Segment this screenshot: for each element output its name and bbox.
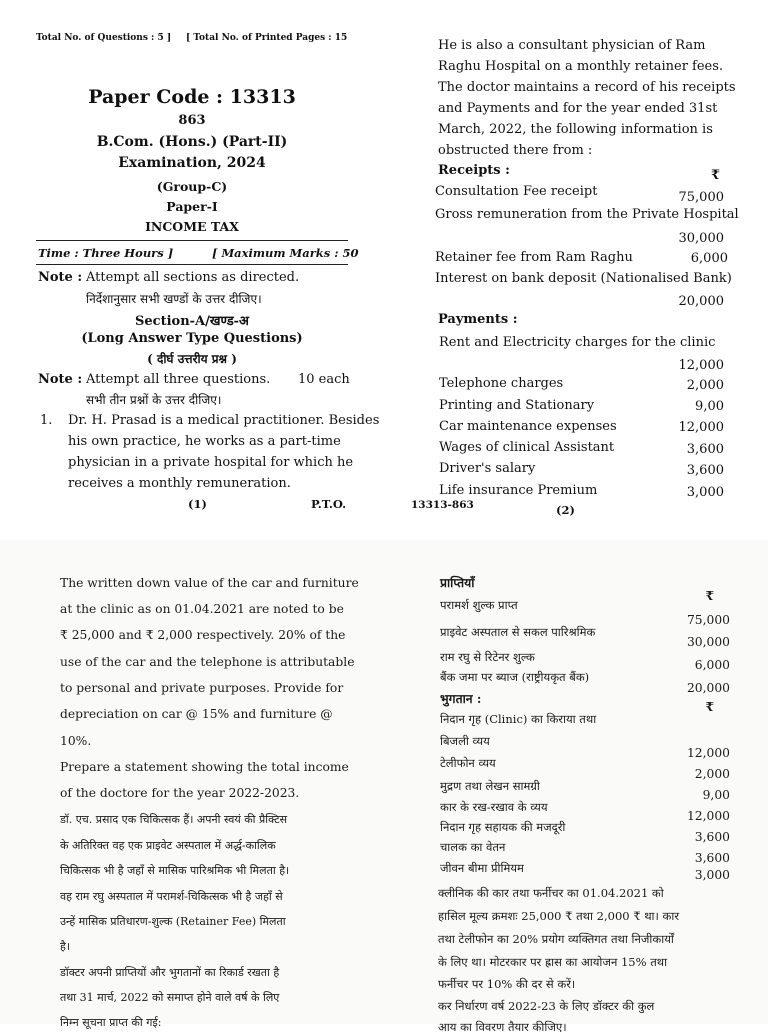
payment-amount: 3,000 bbox=[694, 868, 730, 882]
payment-amount: 12,000 bbox=[686, 809, 730, 823]
section-type: (Long Answer Type Questions) bbox=[81, 331, 303, 346]
payment-item: टेलीफोन व्यय bbox=[440, 756, 496, 770]
intro-line: obstructed there from : bbox=[438, 143, 593, 158]
receipt-amount: 6,000 bbox=[690, 251, 728, 266]
body-line: of the doctore for the year 2022-2023. bbox=[60, 786, 300, 800]
page-3 bbox=[0, 540, 384, 1029]
payment-amount: 9,00 bbox=[702, 788, 730, 802]
body-line: to personal and private purposes. Provide for bbox=[60, 681, 344, 695]
receipt-amount: 20,000 bbox=[686, 681, 730, 695]
course-title: B.Com. (Hons.) (Part-II) bbox=[96, 134, 288, 150]
payment-item: कार के रख-रखाव के व्यय bbox=[440, 800, 548, 814]
para-line: तथा टेलीफोन का 20% प्रयोग व्यक्तिगत तथा निजीकार्यों bbox=[438, 932, 674, 946]
receipt-item: परामर्श शुल्क प्राप्त bbox=[440, 598, 518, 612]
receipt-amount: 20,000 bbox=[678, 294, 724, 309]
intro-line: and Payments and for the year ended 31st bbox=[438, 101, 718, 116]
hindi-line: डॉ. एच. प्रसाद एक चिकित्सक हैं। अपनी स्वयं की प्रैक्टिस bbox=[60, 813, 288, 826]
receipt-item: Interest on bank deposit (Nationalised Bank) bbox=[435, 271, 732, 286]
payment-item: जीवन बीमा प्रीमियम bbox=[440, 861, 524, 875]
page-4 bbox=[384, 540, 768, 1034]
hindi-line: तथा 31 मार्च, 2022 को समाप्त होने वाले वर्ष के लिए bbox=[60, 991, 280, 1004]
receipt-item: प्राइवेट अस्पताल से सकल पारिश्रमिक bbox=[440, 625, 596, 639]
para-line: क्लीनिक की कार तथा फर्नीचर का 01.04.2021 को bbox=[438, 886, 664, 900]
payment-item: बिजली व्यय bbox=[440, 734, 490, 748]
group-label: (Group-C) bbox=[156, 179, 228, 194]
receipt-item: Consultation Fee receipt bbox=[435, 184, 598, 199]
hindi-line: निम्न सूचना प्राप्त की गई: bbox=[60, 1016, 162, 1029]
receipt-amount: 6,000 bbox=[694, 658, 730, 672]
payment-amount: 12,000 bbox=[678, 358, 724, 373]
exam-title: Examination, 2024 bbox=[118, 155, 266, 171]
page-2 bbox=[384, 0, 768, 520]
payment-amount: 3,600 bbox=[694, 851, 730, 865]
rupee-symbol: ₹ bbox=[705, 588, 714, 603]
receipt-item: बैंक जमा पर ब्याज (राष्ट्रीयकृत बैंक) bbox=[440, 670, 590, 684]
payment-amount: 12,000 bbox=[678, 420, 724, 435]
hindi-line: उन्हें मासिक प्रतिधारण-शुल्क (Retainer Fee) मिलता bbox=[60, 915, 286, 928]
payments-label: Payments : bbox=[438, 312, 518, 327]
note2-text-hindi: सभी तीन प्रश्नों के उत्तर दीजिए। bbox=[86, 393, 222, 407]
body-line: 10%. bbox=[60, 734, 92, 748]
note-text: Attempt all sections as directed. bbox=[86, 270, 300, 285]
payments-label: भुगतान : bbox=[440, 691, 482, 706]
payment-item: Wages of clinical Assistant bbox=[439, 440, 615, 455]
section-title: Section-A/खण्ड-अ bbox=[135, 314, 249, 329]
intro-line: Raghu Hospital on a monthly retainer fees. bbox=[438, 59, 724, 74]
hindi-line: है। bbox=[60, 940, 71, 953]
payment-amount: 3,600 bbox=[686, 442, 724, 457]
body-line: ₹ 25,000 and ₹ 2,000 respectively. 20% of the bbox=[60, 628, 346, 642]
divider bbox=[36, 264, 348, 265]
max-marks: [ Maximum Marks : 50 bbox=[212, 246, 359, 260]
payment-item: निदान गृह सहायक की मजदूरी bbox=[440, 820, 566, 834]
payment-amount: 12,000 bbox=[686, 746, 730, 760]
receipts-label: प्राप्तियाँ bbox=[440, 575, 475, 590]
hindi-line: डॉक्टर अपनी प्राप्तियों और भुगतानों का रिकार्ड रखता है bbox=[60, 966, 280, 979]
receipt-amount: 75,000 bbox=[678, 190, 724, 205]
page-number: (1) bbox=[188, 497, 207, 511]
receipt-amount: 30,000 bbox=[678, 231, 724, 246]
question-line: Dr. H. Prasad is a medical practitioner. Besides bbox=[68, 413, 380, 428]
receipt-amount: 75,000 bbox=[686, 613, 730, 627]
payment-item: Life insurance Premium bbox=[439, 483, 598, 498]
code-number: 863 bbox=[178, 113, 206, 128]
receipt-item: राम रघु से रिटेनर शुल्क bbox=[440, 650, 535, 664]
payment-item: Telephone charges bbox=[439, 376, 564, 391]
intro-line: He is also a consultant physician of Ram bbox=[438, 38, 706, 53]
payment-amount: 3,600 bbox=[694, 830, 730, 844]
payment-amount: 3,000 bbox=[686, 485, 724, 500]
hindi-line: चिकित्सक भी है जहाँ से मासिक पारिश्रमिक भी मिलता है। bbox=[60, 864, 290, 877]
para-line: फर्नीचर पर 10% की दर से करें। bbox=[438, 977, 576, 991]
body-line: use of the car and the telephone is attributable bbox=[60, 655, 355, 669]
payment-amount: 3,600 bbox=[686, 463, 724, 478]
question-line: receives a monthly remuneration. bbox=[68, 476, 291, 491]
divider bbox=[36, 240, 348, 241]
intro-line: The doctor maintains a record of his receipts bbox=[438, 80, 736, 95]
hindi-line: वह राम रघु अस्पताल में परामर्श-चिकित्सक भी है जहाँ से bbox=[60, 890, 283, 903]
paper-label: Paper-I bbox=[166, 199, 218, 214]
marks-each: 10 each bbox=[298, 372, 350, 387]
total-questions: Total No. of Questions : 5 ] bbox=[36, 33, 172, 43]
body-line: Prepare a statement showing the total income bbox=[60, 760, 349, 774]
para-line: कर निर्धारण वर्ष 2022-23 के लिए डॉक्टर की कुल bbox=[438, 999, 655, 1013]
footer-code: 13313-863 bbox=[411, 499, 474, 511]
payment-amount: 2,000 bbox=[686, 378, 724, 393]
receipt-item: Gross remuneration from the Private Hospital bbox=[435, 207, 739, 222]
question-line: physician in a private hospital for which he bbox=[68, 455, 354, 470]
total-pages: [ Total No. of Printed Pages : 15 bbox=[186, 33, 348, 43]
note2-label: Note : bbox=[38, 372, 83, 387]
section-type-hindi: ( दीर्घ उत्तरीय प्रश्न ) bbox=[147, 352, 237, 366]
question-number: 1. bbox=[40, 413, 53, 428]
paper-code: Paper Code : 13313 bbox=[88, 86, 296, 108]
payment-item: मुद्रण तथा लेखन सामग्री bbox=[440, 779, 540, 793]
para-line: हासिल मूल्य क्रमशः 25,000 ₹ तथा 2,000 ₹ था। कार bbox=[438, 909, 680, 923]
payment-amount: 2,000 bbox=[694, 767, 730, 781]
receipt-amount: 30,000 bbox=[686, 635, 730, 649]
intro-line: March, 2022, the following information is bbox=[438, 122, 713, 137]
payment-item: निदान गृह (Clinic) का किराया तथा bbox=[440, 712, 597, 726]
rupee-symbol: ₹ bbox=[710, 168, 720, 183]
page-number: (2) bbox=[556, 503, 575, 517]
question-line: his own practice, he works as a part-time bbox=[68, 434, 341, 449]
body-line: depreciation on car @ 15% and furniture @ bbox=[60, 707, 333, 721]
receipts-label: Receipts : bbox=[438, 163, 510, 178]
hindi-line: के अतिरिक्त वह एक प्राइवेट अस्पताल में अर्द्ध-कालिक bbox=[60, 839, 276, 852]
body-line: The written down value of the car and furniture bbox=[60, 576, 359, 590]
receipt-item: Retainer fee from Ram Raghu bbox=[435, 250, 633, 265]
para-line: के लिए था। मोटरकार पर ह्रास का आयोजन 15% तथा bbox=[438, 955, 668, 969]
payment-amount: 9,00 bbox=[695, 399, 724, 414]
note2-text: Attempt all three questions. bbox=[86, 372, 271, 387]
payment-item: Car maintenance expenses bbox=[439, 419, 617, 434]
payment-item: Printing and Stationary bbox=[439, 398, 595, 413]
pto-label: P.T.O. bbox=[311, 497, 347, 511]
payment-item: चालक का वेतन bbox=[440, 840, 506, 854]
subject-title: INCOME TAX bbox=[145, 219, 239, 234]
payment-item: Rent and Electricity charges for the clinic bbox=[439, 335, 716, 350]
para-line: आय का विवरण तैयार कीजिए। bbox=[438, 1020, 567, 1034]
payment-item: Driver's salary bbox=[439, 461, 536, 476]
time-label: Time : Three Hours ] bbox=[38, 246, 174, 260]
body-line: at the clinic as on 01.04.2021 are noted to be bbox=[60, 602, 344, 616]
note-text-hindi: निर्देशानुसार सभी खण्डों के उत्तर दीजिए। bbox=[86, 292, 262, 306]
page-1 bbox=[0, 0, 384, 520]
rupee-symbol: ₹ bbox=[705, 699, 714, 714]
note-label: Note : bbox=[38, 270, 83, 285]
